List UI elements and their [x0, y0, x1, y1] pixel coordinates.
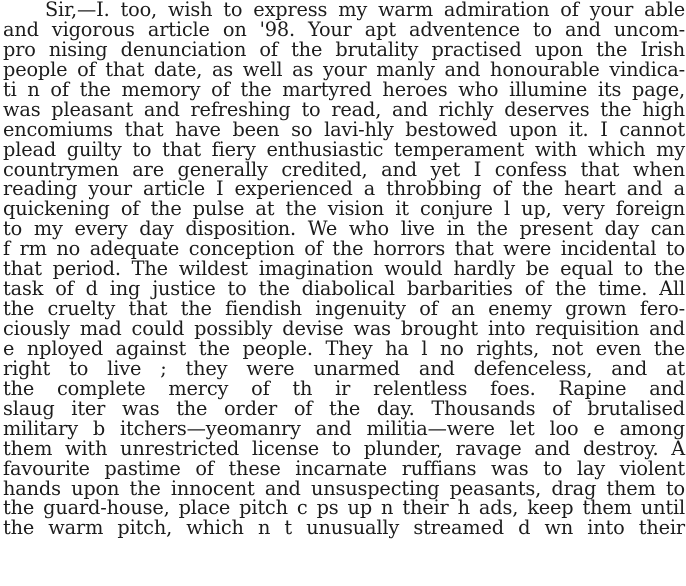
text-line: f rm no adequate conception of the horrors that were incidental to [3, 237, 685, 261]
text-line: hands upon the innocent and unsuspecting peasants, drag them to [3, 476, 685, 500]
text-line: the complete mercy of th ir relentless foes. Rapine and [3, 376, 685, 400]
text-line: the cruelty that the fiendish ingenuity of an enemy grown fero- [3, 297, 685, 321]
text-line: Sir,—I. too, wish to express my warm admiration of your able [45, 0, 685, 21]
text-line: that period. The wildest imagination would hardly be equal to the [3, 257, 685, 281]
text-line: to my every day disposition. We who live in the present day can [3, 217, 685, 241]
text-line: encomiums that have been so lavi-hly bestowed upon it. I cannot [3, 117, 685, 141]
text-line: slaug iter was the order of the day. Thousands of brutalised [3, 396, 685, 420]
text-line: the guard-house, place pitch c ps up n their h ads, keep them until [3, 496, 685, 520]
text-line: them with unrestricted license to plunder, ravage and destroy. A [3, 436, 685, 460]
text-line: plead guilty to that fiery enthusiastic temperament with which my [3, 137, 685, 161]
text-line: pro nising denunciation of the brutality practised upon the Irish [3, 37, 685, 61]
text-line: reading your article I experienced a throbbing of the heart and a [3, 177, 685, 201]
text-line: military b itchers—yeomanry and militia—were let loo e among [3, 416, 685, 440]
letter-body [3, 0, 685, 538]
text-line: quickening of the pulse at the vision it conjure l up, very foreign [3, 197, 685, 221]
text-line: and vigorous article on '98. Your apt adventence to and uncom- [3, 17, 685, 41]
text-line: people of that date, as well as your manly and honourable vindica- [3, 57, 685, 81]
text-line: ti n of the memory of the martyred heroes who illumine its page, [3, 77, 685, 101]
text-line: ciously mad could possibly devise was brought into requisition and [3, 317, 685, 340]
text-line: countrymen are generally credited, and yet I confess that when [3, 157, 685, 181]
text-line: right to live ; they were unarmed and defenceless, and at [3, 356, 685, 380]
text-line: e nployed against the people. They ha l no rights, not even the [3, 336, 685, 360]
text-line: the warm pitch, which n t unusually streamed d wn into their [3, 516, 685, 540]
text-line: task of d ing justice to the diabolical barbarities of the time. All [3, 277, 685, 301]
text-line: was pleasant and refreshing to read, and richly deserves the high [3, 97, 685, 121]
text-line: favourite pastime of these incarnate ruffians was to lay violent [3, 456, 685, 480]
